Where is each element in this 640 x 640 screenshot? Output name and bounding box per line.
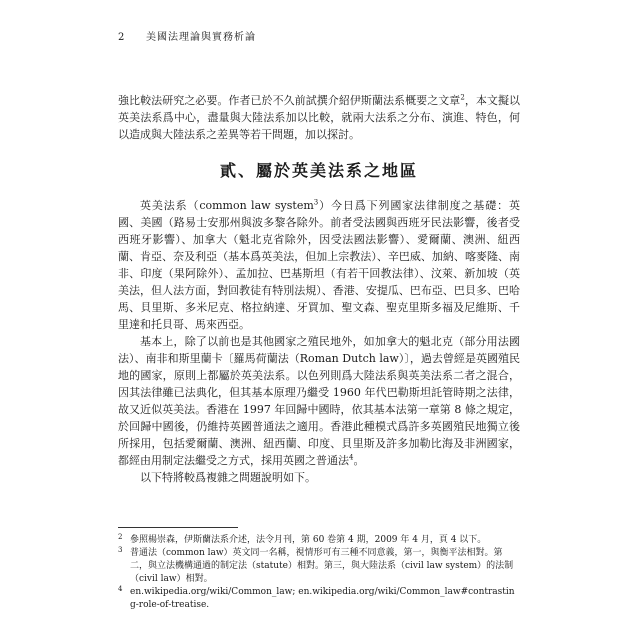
footnote-2 [118, 534, 520, 547]
footnote-mark: 3 [118, 546, 123, 554]
footnote-ref-2[interactable]: 2 [460, 93, 465, 102]
section-heading: 貳、屬於英美法系之地區 [219, 161, 418, 180]
footnote-url[interactable]: en.wikipedia.org/wiki/Common_law; en.wikipedia.org/wiki/Common_law#contrasting-role-of-treatise. [130, 587, 515, 610]
footnote-divider [118, 527, 238, 528]
footnote-mark: 4 [118, 585, 123, 593]
page-number: 2 [118, 32, 125, 43]
footnote-3 [118, 547, 520, 586]
book-page [118, 30, 520, 620]
footnote-ref-4[interactable]: 4 [349, 453, 354, 462]
running-header [118, 30, 520, 46]
footnote-text: 普通法（common law）英文同一名稱，視情形可有三種不同意義，第一，與衡平法相對。第二，與立法機構通過的制定法（statute）相對。第三，與大陸法系（civil law system）的法制（civil law）相對。 [130, 548, 514, 584]
paragraph-common-law-countries: 英美法系（common law system$^3$）今日爲下列國家法律制度之基礎：英國、美國（路易士安那州與波多黎各除外。前者受法國與西班牙民法影響，後者受西班牙影響）、加拿大（魁北克省除外，因受法國法影響）、愛爾蘭、澳洲、紐西蘭、肯亞、奈及利亞（基本爲英美法，但加上宗教法）、辛巴威、加納、喀麥隆、南非、印度（果阿除外）、孟加拉、巴基斯坦（有若干回教法律）、汶萊、新加坡（英美法，但人法方面，對回教徒有特別法規）、香港、安提瓜、巴布亞、巴貝多、巴哈馬、貝里斯、多米尼克、格拉納達、牙買加、聖文森、聖克里斯多福及尼維斯、千里達和托貝哥、馬來西亞。 [118, 198, 521, 331]
paragraph-colonial-history: 基本上，除了以前也是其他國家之殖民地外，如加拿大的魁北克（部分用法國法）、南非和斯里蘭卡〔羅馬荷蘭法（Roman Dutch law）〕，過去曾經是英國殖民地的國家，原則上都屬於英美法系。以色列則爲大陸法系與英美法系二者之混合，因其法律雖已法典化，但其基本原理乃繼受 1960 年代巴勒斯坦託管時期之法律，故又近似英美法。香港在 1997 年回歸中國時，依其基本法第一章第 8 條之規定，於回歸中國後，仍維持英國普通法之適用。香港此種模式爲許多英國殖民地獨立後所採用，包括愛爾蘭、澳洲、紐西蘭、印度、貝里斯及許多加勒比海及非洲國家，都經由用制定法繼受之方式，採用英國之普通法$^4$。 [118, 335, 520, 467]
footnote-text: 參照楊崇森，伊斯蘭法系介述，法令月刊，第 60 卷第 4 期，2009 年 4 月，頁 4 以下。 [130, 535, 487, 545]
footnotes [118, 527, 520, 612]
footnote-ref-3[interactable]: 3 [313, 198, 319, 207]
intro-paragraph: 強比較法研究之必要。作者已於不久前試撰介紹伊斯蘭法系概要之文章$^2$，本文擬以英美法系爲中心，盡量與大陸法系加以比較，就兩大法系之分布、演進、特色，何以造成與大陸法系之差異等若干問題，加以探討。 [118, 93, 521, 141]
footnote-4 [118, 586, 520, 612]
running-title: 美國法理論與實務析論 [146, 32, 256, 43]
footnote-mark: 2 [118, 533, 123, 541]
main-text [118, 92, 520, 486]
paragraph-transition: 以下特將較爲複雜之問題說明如下。 [140, 471, 316, 484]
